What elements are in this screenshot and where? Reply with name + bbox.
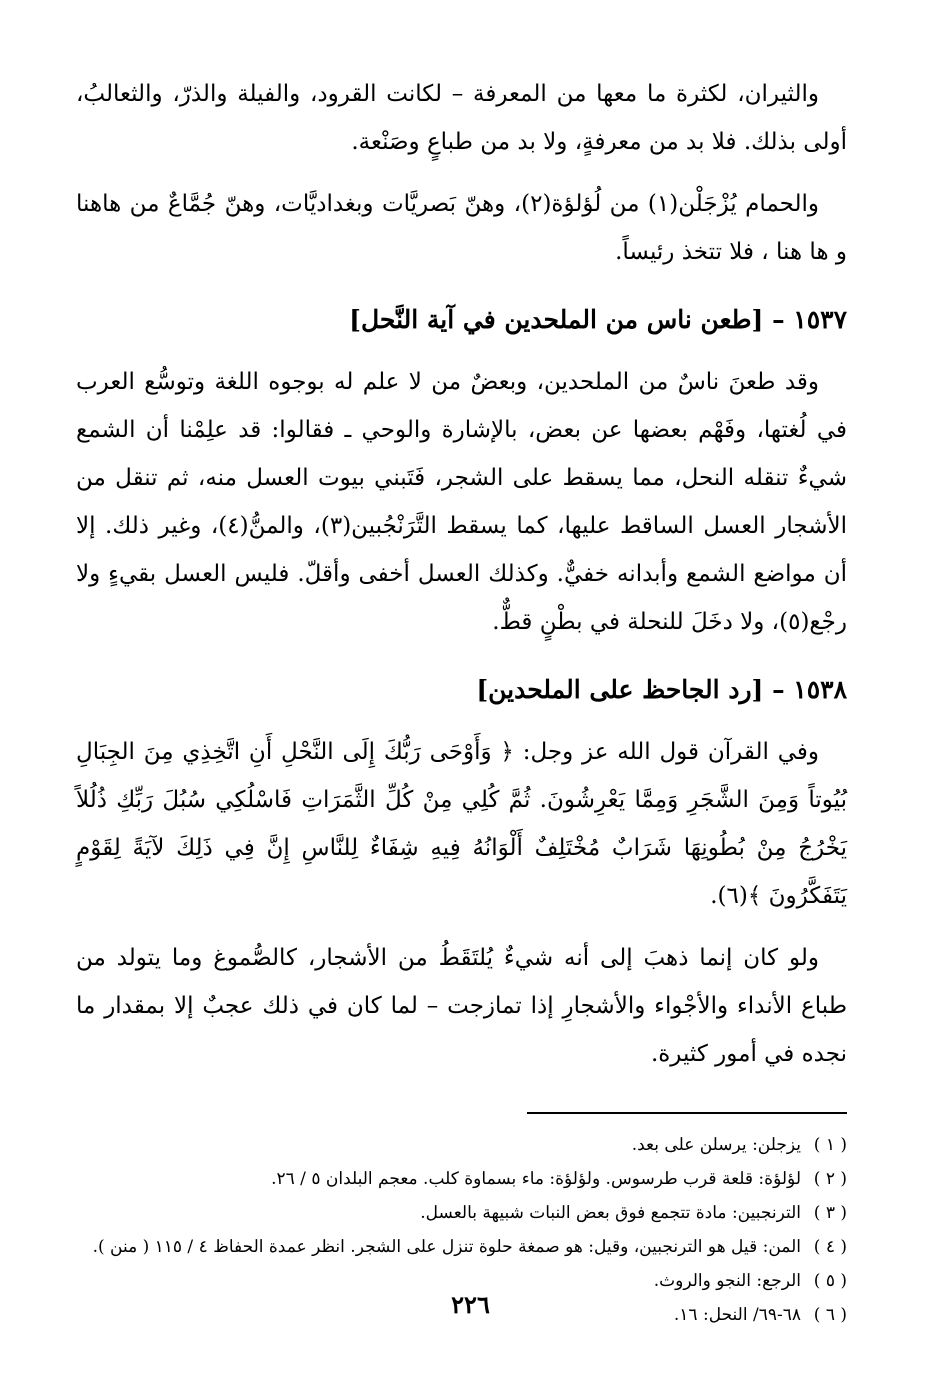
footnote-text: الترنجبين: مادة تتجمع فوق بعض النبات شبيهة بالعسل.	[420, 1203, 801, 1223]
section-heading-1537: ١٥٣٧ – [طعن ناس من الملحدين في آية النَّحل]	[349, 305, 847, 334]
footnote-number: ( ٥ )	[813, 1271, 847, 1291]
footnote-number: ( ٢ )	[813, 1169, 847, 1189]
page-number: ٢٢٦	[451, 1290, 490, 1319]
footnote-text: لؤلؤة: قلعة قرب طرسوس. ولؤلؤة: ماء بسماوة كلب. معجم البلدان ٥ / ٢٦.	[271, 1169, 801, 1189]
footnote-separator	[527, 1112, 847, 1114]
paragraph-pigeons: والحمام يُزْجَلْن(١) من لُؤلؤة(٢)، وهنّ بَصريَّات وبغداديَّات، وهنّ جُمَّاعٌ من هاهنا و ها هنا ، فلا تتخذ رئيساً.	[76, 191, 847, 265]
paragraph-atheists-claim: وقد طعنَ ناسٌ من الملحدين، وبعضٌ من لا علم له بوجوه اللغة وتوسُّع العرب في لُغتها، وفَهْم بعضها عن بعض، بالإشارة والوحي ـ فقالوا: قد علِمْنا أن الشمع شيءٌ تنقله النحل، مما يسقط على الشجر، فَتَبني بيوت العسل منه، ثم تنقل من الأشجار العسل الساقط عليها، كما يسقط التَّرَنْجُبين(٣)، والمنُّ(٤)، وغير ذلك. إلا أن مواضع الشمع وأبدانه خفيٌّ. وكذلك العسل أخفى وأقلّ. فليس العسل بقيءٍ ولا رجْع(٥)، ولا دخَلَ للنحلة في بطْنٍ قطٌّ.	[76, 369, 847, 635]
paragraph-rebuttal: ولو كان إنما ذهبَ إلى أنه شيءٌ يُلتَقَطُ من الأشجار، كالصُّموغ وما يتولد من طباع الأنداء والأجْواء والأشجارِ إذا تمازجت – لما كان في ذلك عجبٌ إلا بمقدار ما نجده في أمور كثيرة.	[76, 945, 847, 1067]
footnote-text: ٦٨-٦٩/ النحل: ١٦.	[673, 1305, 801, 1325]
footnote-text: يزجلن: يرسلن على بعد.	[631, 1135, 801, 1155]
paragraph-animals-knowledge: والثيران، لكثرة ما معها من المعرفة – لكانت القرود، والفيلة والذرّ، والثعالبُ، أولى بذلك. فلا بد من معرفةٍ، ولا بد من طباعٍ وصَنْعة.	[76, 81, 847, 155]
footnote-number: ( ٤ )	[813, 1237, 847, 1257]
paragraph-quran-verse: وفي القرآن قول الله عز وجل: ﴿ وَأَوْحَى رَبُّكَ إِلَى النَّحْلِ أَنِ اتَّخِذِي مِنَ الجِبَالِ بُيُوتاً وَمِنَ الشَّجَرِ وَمِمَّا يَعْرِشُونَ. ثُمَّ كُلِي مِنْ كُلِّ الثَّمَرَاتِ فَاسْلُكِي سُبُلَ رَبِّكِ ذُلُلاً يَخْرُجُ مِنْ بُطُونِهَا شَرَابٌ مُخْتَلِفٌ أَلْوَانُهُ فِيهِ شِفَاءٌ لِلنَّاسِ إِنَّ فِي ذَلِكَ لآيَةً لِقَوْمٍ يَتَفَكَّرُونَ ﴾(٦).	[76, 739, 847, 909]
footnote-number: ( ١ )	[813, 1135, 847, 1155]
section-heading-1538: ١٥٣٨ – [رد الجاحظ على الملحدين]	[476, 675, 847, 704]
footnote-item	[76, 1230, 847, 1264]
footnote-text: الرجع: النجو والروث.	[653, 1271, 801, 1291]
footnote-item	[76, 1162, 847, 1196]
footnote-number: ( ٦ )	[813, 1305, 847, 1325]
footnote-text: المن: قيل هو الترنجبين، وقيل: هو صمغة حلوة تنزل على الشجر. انظر عمدة الحفاظ ٤ / ١١٥ ( منن ).	[92, 1237, 801, 1257]
footnote-item	[76, 1196, 847, 1230]
main-text	[76, 70, 847, 1078]
footnote-number: ( ٣ )	[813, 1203, 847, 1223]
footnote-item	[76, 1128, 847, 1162]
